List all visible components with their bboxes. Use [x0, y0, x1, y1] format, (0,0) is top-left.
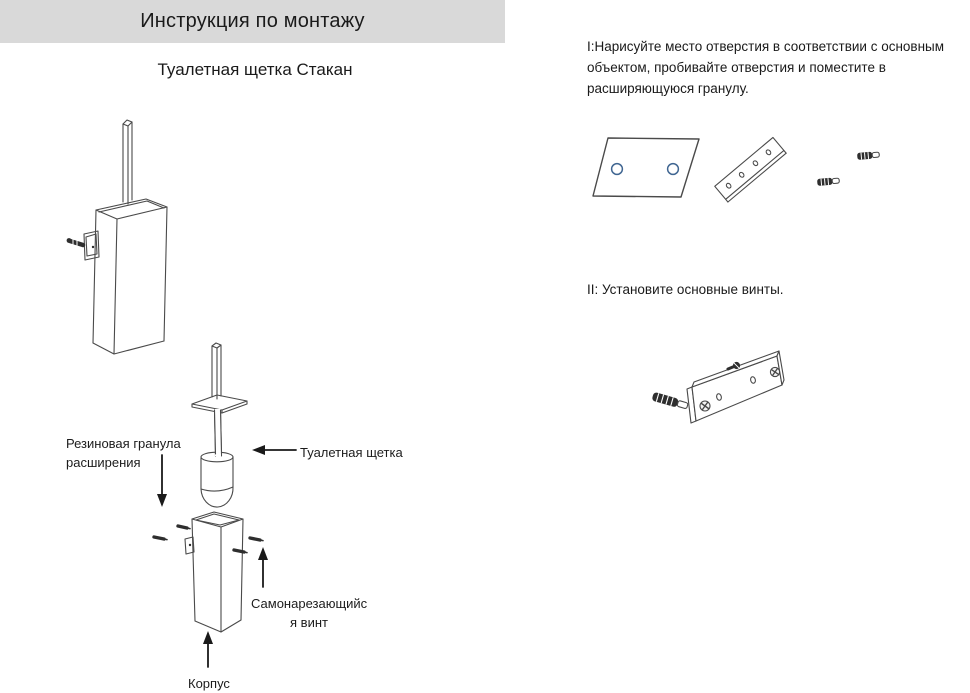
- anchor-icon: [817, 177, 840, 186]
- cup-body-figure: [154, 512, 263, 632]
- exploded-brush-figure: [192, 343, 247, 507]
- bracket-screw-icon: [67, 238, 83, 247]
- page-title: Инструкция по монтажу: [140, 10, 365, 32]
- label-expansion-granule: Резиновая гранула расширения: [66, 436, 181, 470]
- product-subtitle: Туалетная щетка Стакан: [157, 60, 353, 79]
- step1-figure: [593, 137, 880, 202]
- assembled-unit-figure: [67, 120, 167, 354]
- label-self-tapping-screw: [251, 594, 367, 632]
- label-self-tapping-screw-line1: Самонарезающийс: [251, 596, 368, 611]
- label-toilet-brush: Туалетная щетка: [300, 445, 403, 460]
- anchor-icon: [652, 392, 689, 411]
- screw-head-icon: [770, 367, 779, 376]
- screw-head-icon: [700, 401, 710, 411]
- mounting-bracket-icon: [715, 137, 786, 202]
- screw-top-icon: [728, 362, 740, 369]
- label-self-tapping-screw-line2: я винт: [290, 615, 328, 630]
- anchor-icon: [857, 151, 880, 160]
- cup-screw-right-icon: [234, 538, 263, 553]
- label-body: Корпус: [188, 676, 230, 691]
- step2-figure: [652, 351, 784, 423]
- cup-screw-left-icon: [154, 526, 190, 540]
- callout-arrows: [157, 445, 296, 667]
- step2-instruction: II: Установите основные винты.: [587, 282, 784, 297]
- step1-instruction: I:Нарисуйте место отверстия в соответствии с основным объектом, пробивайте отверстия и поместите в расширяющуюся гранулу.: [587, 39, 945, 96]
